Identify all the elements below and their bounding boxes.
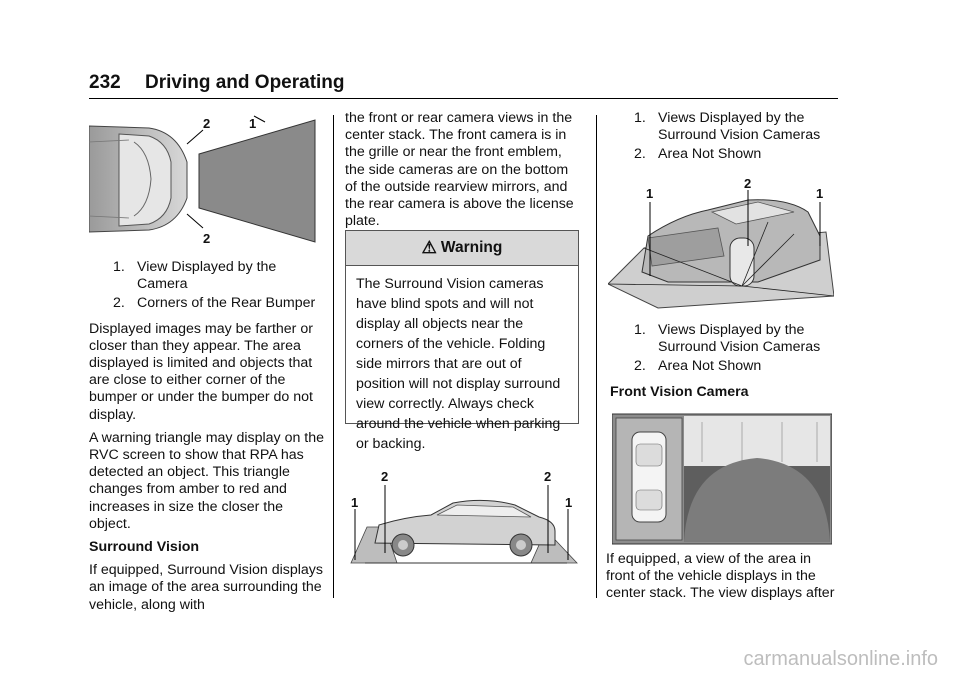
figure-label: 2 [744,176,752,191]
surround-vision-figure [608,176,834,314]
paragraph: Displayed images may be farther or closer than they appear. The area displayed is limited and objects that are close to either corner of the bumper or under the bumper do not display. [89,320,313,423]
figure-label: 1 [565,495,573,510]
paragraph: the front or rear camera views in the center stack. The front camera is in the grille or near the front emblem, the side cameras are on the bottom of the outside rearview mirrors, and the rear camera is above the license plate. [345,110,574,230]
warning-title: Warning [440,239,503,256]
list-item: 1. Views Displayed by the Surround Vision Cameras [634,110,821,144]
list-item: 2. Corners of the Rear Bumper [113,295,316,312]
page-number: 232 [89,72,121,93]
figure-label: 2 [203,116,211,131]
paragraph: A warning triangle may display on the RVC screen to show that RPA has detected an object. This triangle changes from amber to red and increases in size the closer the object. [89,429,325,532]
header-rule [89,98,838,99]
column-1 [89,259,325,620]
figure-label: 2 [544,469,552,484]
figure-label: 1 [351,495,359,510]
list-item: 1. Views Displayed by the Surround Vision Cameras [634,322,821,356]
section-title: Driving and Operating [145,72,345,93]
rear-camera-figure [89,112,321,247]
side-camera-figure [345,465,583,565]
warning-icon: ⚠ [421,238,437,257]
list-item: 1. View Displayed by the Camera [113,259,277,293]
warning-header [346,231,578,266]
figure-label: 2 [203,231,211,246]
column-3-middle [610,322,836,407]
subheading: Surround Vision [89,539,200,556]
paragraph: If equipped, Surround Vision displays an image of the area surrounding the vehicle, along with [89,562,323,613]
paragraph: If equipped, a view of the area in front of the vehicle displays in the center stack. The view displays after [606,551,835,602]
warning-box [345,230,579,452]
column-divider-2 [596,115,597,598]
column-3-bottom [606,551,836,609]
column-3-top [610,110,836,166]
list-item: 2. Area Not Shown [634,358,762,375]
figure-label: 1 [646,186,654,201]
figure-label: 1 [816,186,824,201]
column-divider-1 [333,115,334,598]
figure-label: 1 [249,116,257,131]
figure-caption-list [634,110,836,164]
front-vision-figure [612,412,832,546]
figure-label: 2 [381,469,389,484]
warning-text: The Surround Vision cameras have blind spots and will not display all objects near the corners of the vehicle. Folding side mirrors that are out of position will not display surround view correctly. Always check around the vehicle when parking or backing. [356,276,561,452]
subheading: Front Vision Camera [610,383,749,400]
column-2 [345,110,581,236]
figure-caption-list [113,259,325,313]
figure-caption-list [634,322,836,376]
list-item: 2. Area Not Shown [634,146,762,163]
watermark: carmanualsonline.info [743,648,938,670]
